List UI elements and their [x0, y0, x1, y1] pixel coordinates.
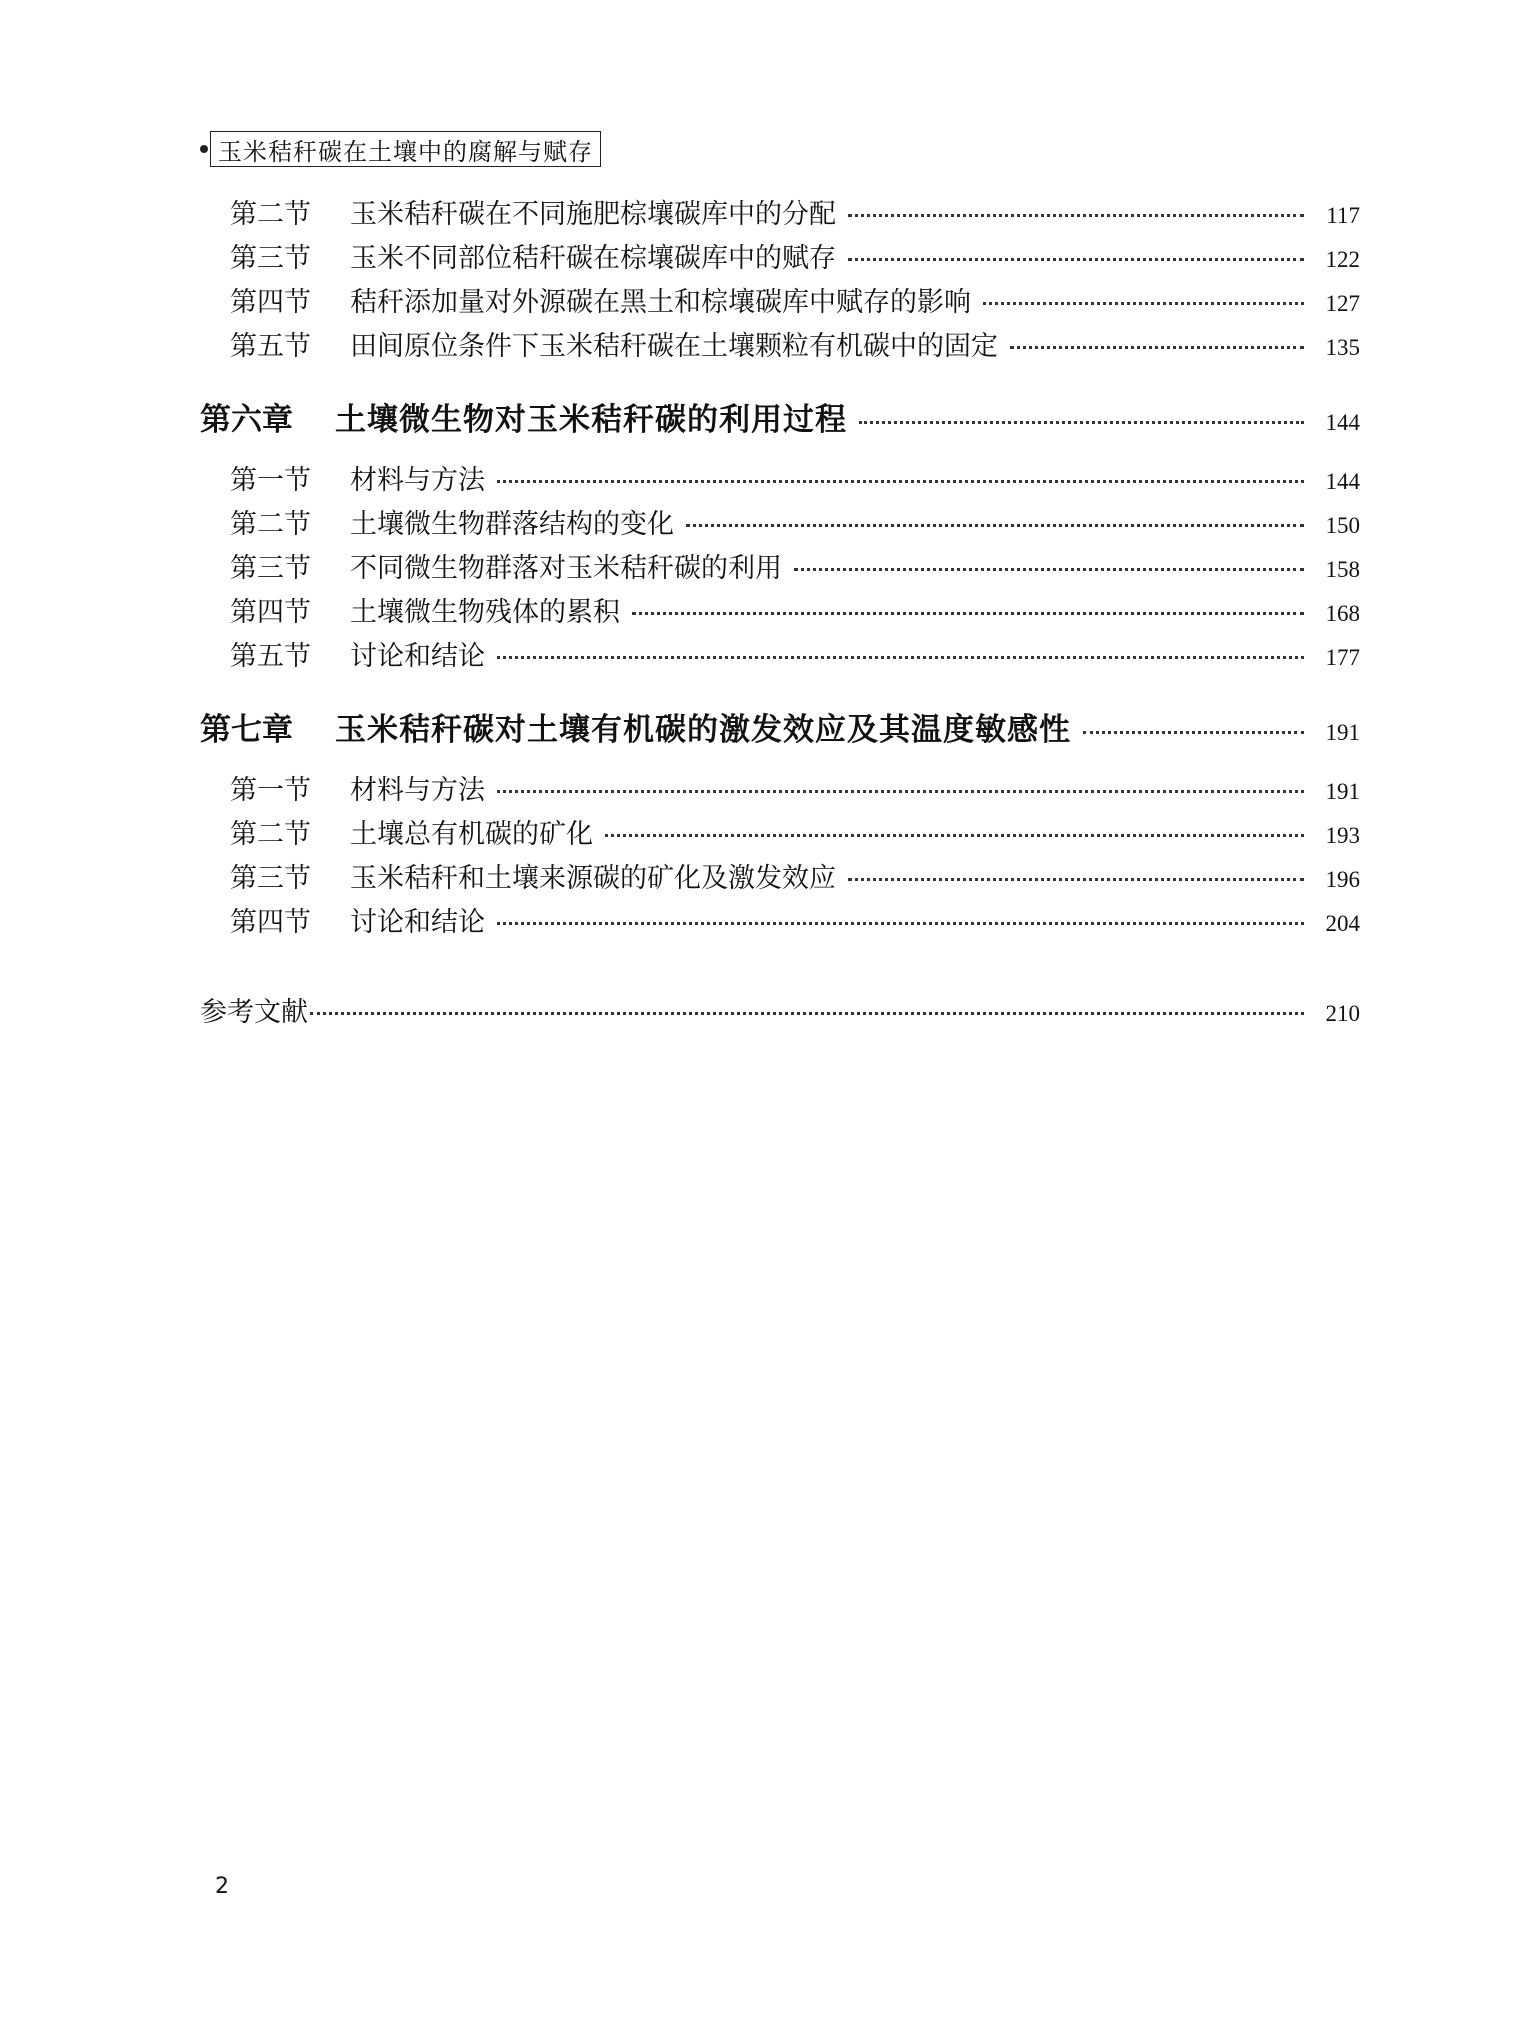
dot-leader	[859, 421, 1304, 424]
section-number: 第二节	[230, 509, 311, 540]
section-number: 第一节	[230, 775, 311, 806]
page-number: 135	[1325, 335, 1360, 360]
page-number: 191	[1325, 720, 1360, 745]
section-number: 第四节	[230, 907, 311, 938]
section-title: 田间原位条件下玉米秸秆碳在土壤颗粒有机碳中的固定	[350, 331, 998, 362]
section-title: 土壤总有机碳的矿化	[350, 819, 593, 850]
section-title: 材料与方法	[350, 775, 485, 806]
chapter-title: 土壤微生物对玉米秸秆碳的利用过程	[335, 402, 847, 438]
section-number: 第四节	[230, 597, 311, 628]
toc-entry-section[interactable]	[200, 590, 1360, 634]
dot-leader	[1010, 346, 1304, 349]
page-number: 191	[1325, 779, 1360, 804]
section-number: 第二节	[230, 819, 311, 850]
section-title: 玉米秸秆碳在不同施肥棕壤碳库中的分配	[350, 199, 836, 230]
section-number: 第二节	[230, 199, 311, 230]
dot-leader	[310, 1012, 1304, 1015]
dot-leader	[794, 568, 1304, 571]
toc-entry-section[interactable]	[200, 324, 1360, 368]
page-number: 117	[1326, 203, 1360, 228]
page-number: 144	[1325, 410, 1360, 435]
toc-entry-section[interactable]	[200, 192, 1360, 236]
chapter-number: 第六章	[200, 402, 293, 438]
dot-leader	[848, 258, 1304, 261]
dot-leader	[1083, 731, 1304, 734]
page-number: 150	[1325, 513, 1360, 538]
toc-entry-section[interactable]	[200, 280, 1360, 324]
running-header	[200, 131, 601, 167]
dot-leader	[497, 922, 1304, 925]
section-title: 讨论和结论	[350, 907, 485, 938]
chapter-title: 玉米秸秆碳对土壤有机碳的激发效应及其温度敏感性	[335, 712, 1071, 748]
section-number: 第一节	[230, 465, 311, 496]
section-number: 第三节	[230, 243, 311, 274]
toc-entry-chapter[interactable]	[200, 704, 1360, 748]
toc-entry-section[interactable]	[200, 900, 1360, 944]
dot-leader	[686, 524, 1304, 527]
toc-entry-chapter[interactable]	[200, 394, 1360, 438]
page-number: 168	[1325, 601, 1360, 626]
references-title: 参考文献	[200, 997, 308, 1028]
dot-leader	[497, 790, 1304, 793]
page-number: 158	[1325, 557, 1360, 582]
toc-entry-section[interactable]	[200, 236, 1360, 280]
chapter-number: 第七章	[200, 712, 293, 748]
section-title: 秸秆添加量对外源碳在黑土和棕壤碳库中赋存的影响	[350, 287, 971, 318]
section-number: 第五节	[230, 331, 311, 362]
dot-leader	[632, 612, 1304, 615]
dot-leader	[848, 878, 1304, 881]
section-number: 第四节	[230, 287, 311, 318]
section-number: 第三节	[230, 553, 311, 584]
toc-entry-section[interactable]	[200, 768, 1360, 812]
toc-entry-section[interactable]	[200, 634, 1360, 678]
toc-entry-section[interactable]	[200, 812, 1360, 856]
page-number: 122	[1325, 247, 1360, 272]
section-title: 玉米秸秆和土壤来源碳的矿化及激发效应	[350, 863, 836, 894]
toc-entry-references[interactable]	[200, 990, 1360, 1034]
section-title: 讨论和结论	[350, 641, 485, 672]
toc-entry-section[interactable]	[200, 856, 1360, 900]
toc-entry-section[interactable]	[200, 458, 1360, 502]
toc-entry-section[interactable]	[200, 502, 1360, 546]
table-of-contents	[200, 192, 1360, 1034]
section-title: 玉米不同部位秸秆碳在棕壤碳库中的赋存	[350, 243, 836, 274]
page-number: 196	[1325, 867, 1360, 892]
bullet-dot-icon	[200, 145, 208, 153]
section-title: 材料与方法	[350, 465, 485, 496]
section-title: 土壤微生物残体的累积	[350, 597, 620, 628]
page-footer-number: 2	[215, 1874, 229, 1899]
page-number: 127	[1325, 291, 1360, 316]
section-title: 土壤微生物群落结构的变化	[350, 509, 674, 540]
page-number: 204	[1325, 911, 1360, 936]
dot-leader	[497, 480, 1304, 483]
dot-leader	[605, 834, 1304, 837]
page-number: 144	[1325, 469, 1360, 494]
page-number: 193	[1325, 823, 1360, 848]
section-number: 第三节	[230, 863, 311, 894]
toc-entry-section[interactable]	[200, 546, 1360, 590]
dot-leader	[983, 302, 1304, 305]
page-number: 210	[1325, 1001, 1360, 1026]
dot-leader	[848, 214, 1304, 217]
running-title: 玉米秸秆碳在土壤中的腐解与赋存	[210, 131, 601, 167]
page-number: 177	[1325, 645, 1360, 670]
dot-leader	[497, 656, 1304, 659]
section-title: 不同微生物群落对玉米秸秆碳的利用	[350, 553, 782, 584]
section-number: 第五节	[230, 641, 311, 672]
